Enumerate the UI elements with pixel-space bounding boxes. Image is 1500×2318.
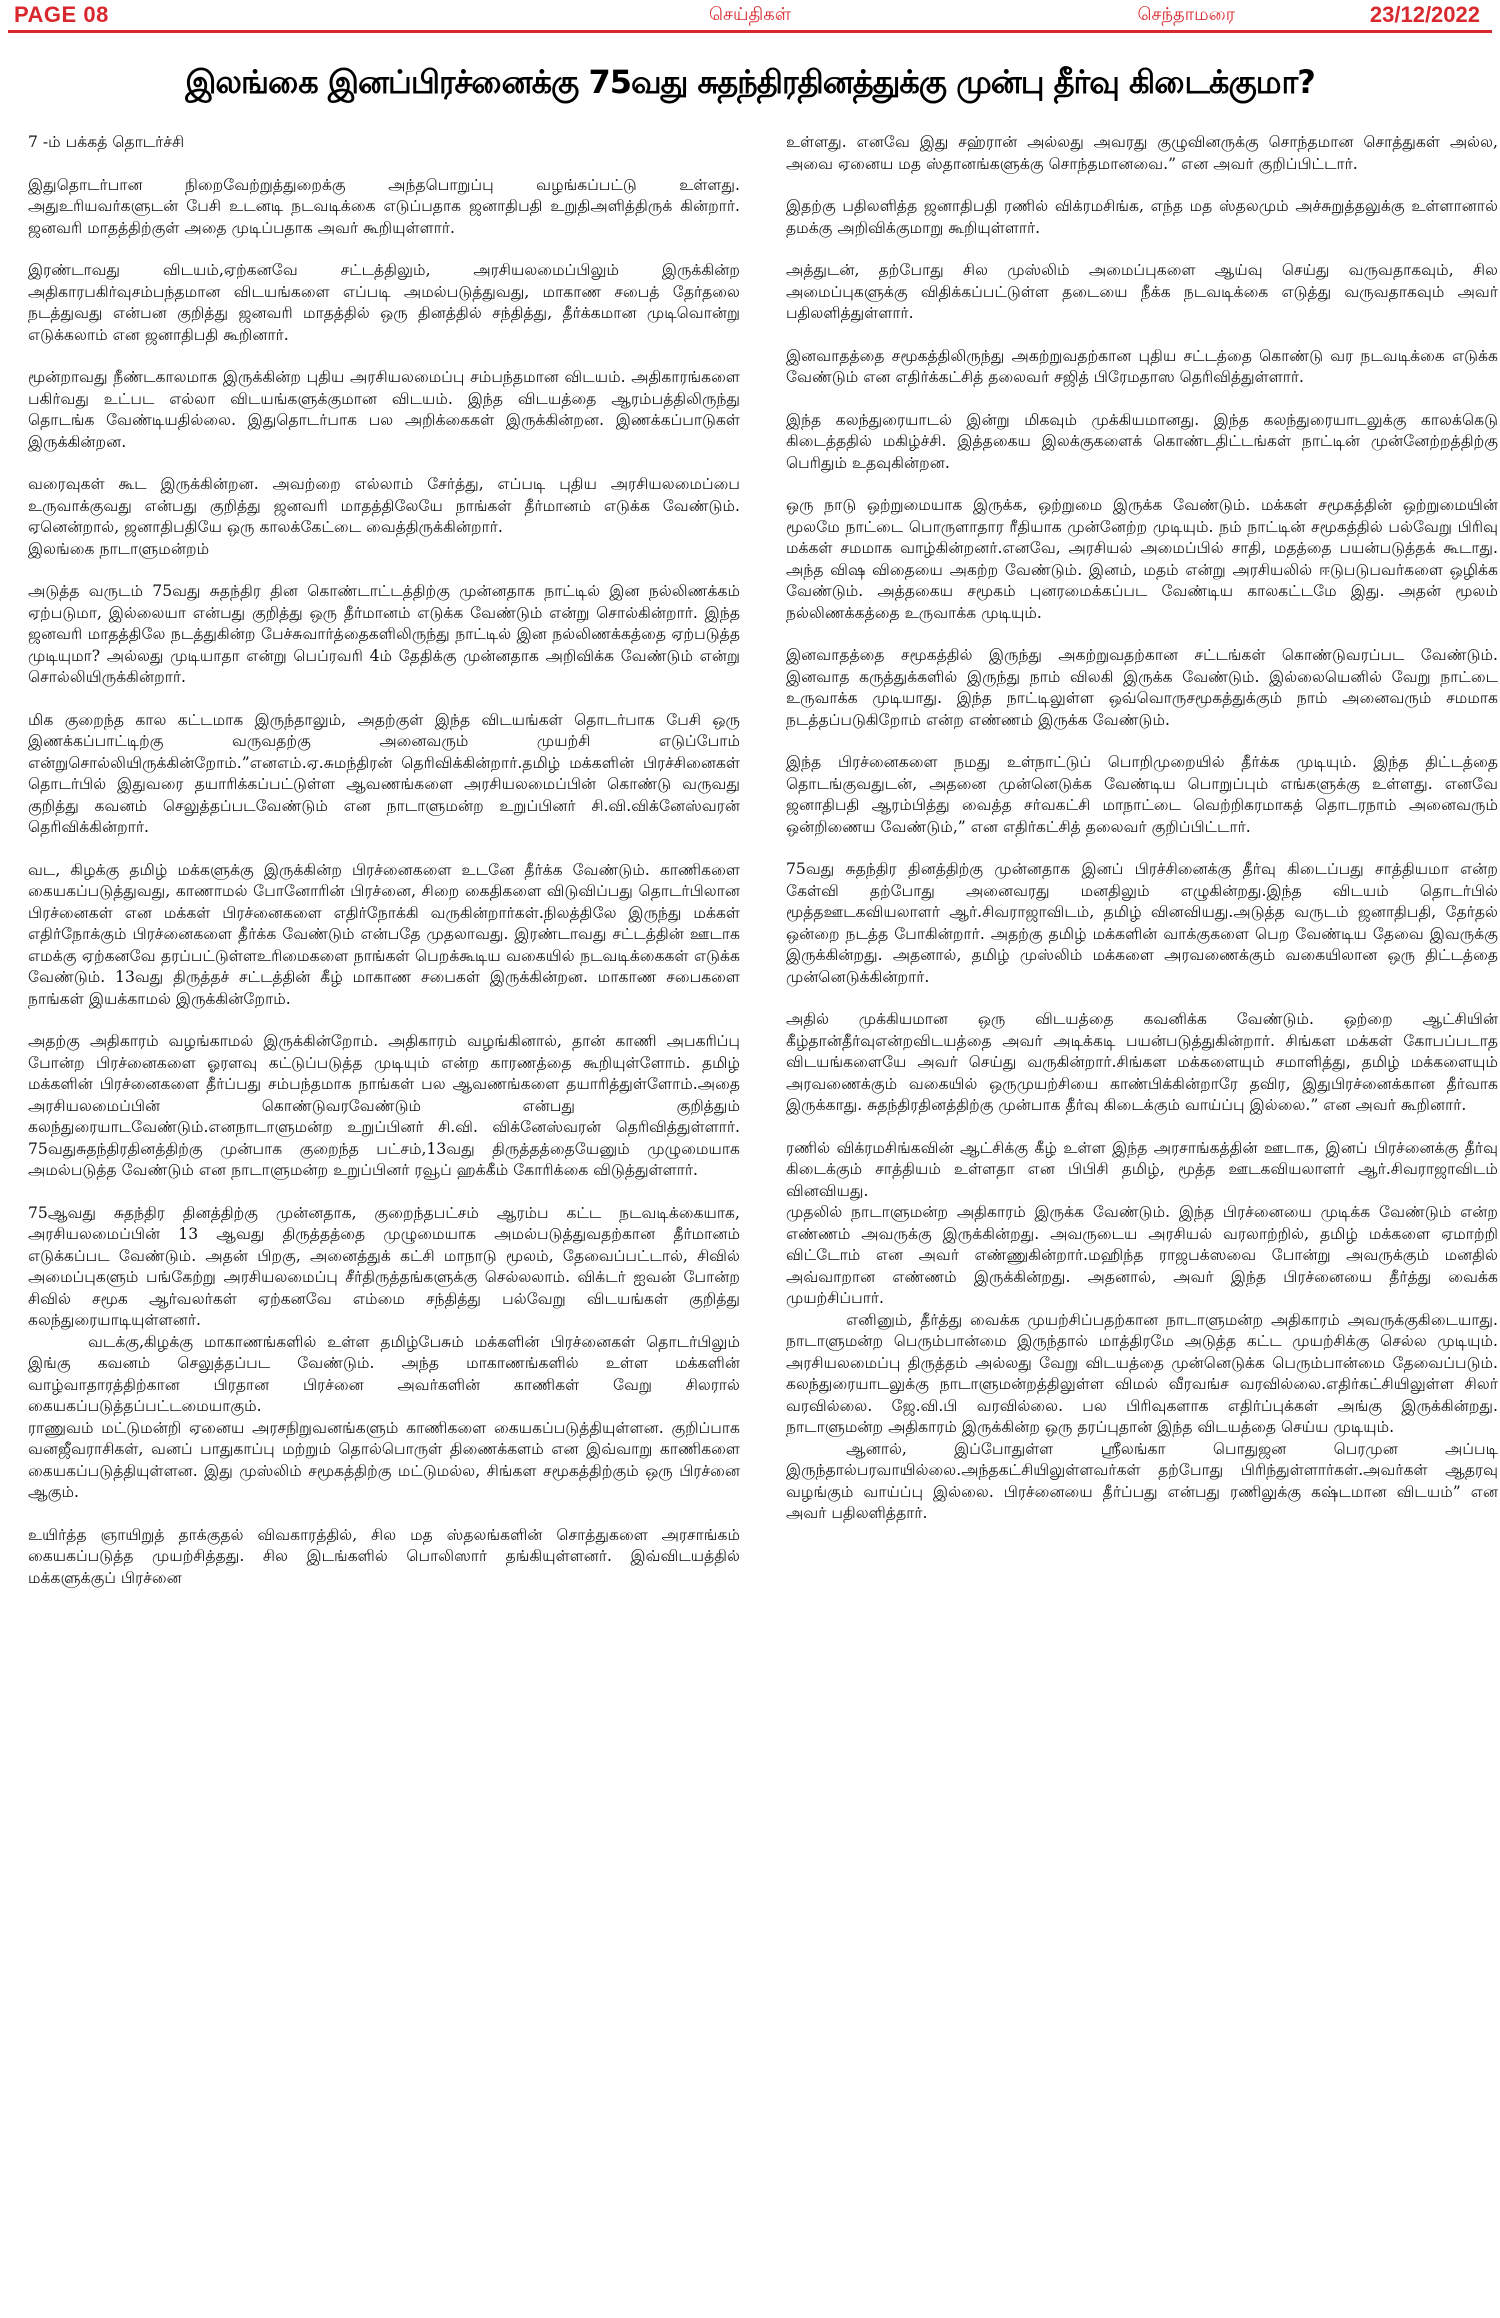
paragraph: வரைவுகள் கூட இருக்கின்றன. அவற்றை எல்லாம் சேர்த்து, எப்படி புதிய அரசியலமைப்பை உருவாக்குவது என்பது குறித்து ஜனவரி மாதத்திலேயே நாங்கள் தீர்மானம் எடுக்க வேண்டும். ஏனென்றால், ஜனாதிபதியே ஒரு காலக்கேட்டை வைத்திருக்கின்றார். <box>28 475 740 536</box>
paragraph: ஒரு நாடு ஒற்றுமையாக இருக்க, ஒற்றுமை இருக்க வேண்டும். மக்கள் சமூகத்தின் ஒற்றுமையின் மூலமே நாட்டை பொருளாதார ரீதியாக முன்னேற்ற முடியும். நம் நாட்டின் சமூகத்தில் பல்வேறு பிரிவு மக்கள் சமமாக வாழ்கின்றனர்.எனவே, அரசியல் அமைப்பில் சாதி, மதத்தை பயன்படுத்தக் கூடாது. அந்த விஷ விதையை அகற்ற வேண்டும். இனம், மதம் என்று அரசியலில் ஈடுபடுபவர்களை ஒழிக்க வேண்டும். அத்தகைய சமூகம் புனரமைக்கப்பட வேண்டிய காலகட்டமே இது. அதன் மூலம் நல்லிணக்கத்தை உருவாக்க முடியும். <box>786 496 1498 622</box>
paragraph: இரண்டாவது விடயம்,ஏற்கனவே சட்டத்திலும், அரசியலமைப்பிலும் இருக்கின்ற அதிகாரபகிர்வுசம்பந்தமான விடயங்களை எப்படி அமல்படுத்துவது, மாகாண சபைத் தேர்தலை நடத்துவது என்பன குறித்து ஜனவரி மாதத்தில் ஒரு தினத்தில் சந்தித்து, தீர்க்கமான முடிவொன்று எடுக்கலாம் என ஜனாதிபதி கூறினார். <box>28 261 740 344</box>
paragraph: மூன்றாவது நீண்டகாலமாக இருக்கின்ற புதிய அரசியலமைப்பு சம்பந்தமான விடயம். அதிகாரங்களை பகிர்வது உட்பட எல்லா விடயங்களுக்குமான விடயம். இந்த விடயத்தை ஆரம்பத்திலிருந்து தொடங்க வேண்டியதில்லை. இதுதொடர்பாக பல அறிக்கைகள் இருக்கின்றன. இணக்கப்பாடுகள் இருக்கின்றன. <box>28 368 740 451</box>
article-headline: இலங்கை இனப்பிரச்னைக்கு 75வது சுதந்திரதினத்துக்கு முன்பு தீர்வு கிடைக்குமா? <box>185 63 1315 102</box>
header-divider <box>8 30 1492 33</box>
paragraph: ஆனால், இப்போதுள்ள ஸ்ரீலங்கா பொதுஜன பெரமுன அப்படி இருந்தால்பரவாயில்லை.அந்தகட்சியிலுள்ளவர்கள் தற்போது பிரிந்துள்ளார்கள்.அவர்கள் ஆதரவு வழங்கும் வாய்ப்பு இல்லை. பிரச்னையை தீர்ப்பது என்பது ரணிலுக்கு கஷ்டமான விடயம்” என அவர் பதிலளித்தார். <box>786 1439 1498 1522</box>
page-number: PAGE 08 <box>14 2 109 27</box>
continuation-note: 7 -ம் பக்கத் தொடர்ச்சி <box>28 133 185 151</box>
paragraph: 75ஆவது சுதந்திர தினத்திற்கு முன்னதாக, குறைந்தபட்சம் ஆரம்ப கட்ட நடவடிக்கையாக, அரசியலமைப்பின் 13 ஆவது திருத்தத்தை முழுமையாக அமல்படுத்துவதற்கான தீர்மானம் எடுக்கப்பட வேண்டும். அதன் பிறகு, அனைத்துக் கட்சி மாநாடு மூலம், தேவைப்பட்டால், சிவில் அமைப்புகளும் பங்கேற்று அரசியலமைப்பு சீர்திருத்தங்களுக்கு செல்லலாம். விக்டர் ஐவன் போன்ற சிவில் சமூக ஆர்வலர்கள் ஏற்கனவே எம்மை சந்தித்து பல்வேறு விடயங்கள் குறித்து கலந்துரையாடியுள்ளனர். <box>28 1203 740 1329</box>
paragraph: வடக்கு,கிழக்கு மாகாணங்களில் உள்ள தமிழ்பேசும் மக்களின் பிரச்னைகள் தொடர்பிலும் இங்கு கவனம் செலுத்தப்பட வேண்டும். அந்த மாகாணங்களில் உள்ள மக்களின் வாழ்வாதாரத்திற்கான பிரதான பிரச்னை அவர்களின் காணிகள் வேறு சிலரால் கையகப்படுத்தப்பட்டமையாகும். <box>28 1332 740 1415</box>
paragraph: ராணுவம் மட்டுமன்றி ஏனைய அரசநிறுவனங்களும் காணிகளை கையகப்படுத்தியுள்ளன. குறிப்பாக வனஜீவராசிகள், வனப் பாதுகாப்பு மற்றும் தொல்பொருள் திணைக்களம் என இவ்வாறு காணிகளை கையகப்படுத்தியுள்ளன. இது முஸ்லிம் சமூகத்திற்கு மட்டுமல்ல, சிங்கள சமூகத்திற்கும் ஒரு பிரச்னை ஆகும். <box>28 1418 740 1501</box>
paragraph: உயிர்த்த ஞாயிறுத் தாக்குதல் விவகாரத்தில், சில மத ஸ்தலங்களின் சொத்துகளை அரசாங்கம் கையகப்படுத்த முயற்சித்தது. சில இடங்களில் பொலிஸார் தங்கியுள்ளனர். இவ்விடயத்தில் மக்களுக்குப் பிரச்னை <box>28 1525 740 1587</box>
paragraph: இனவாதத்தை சமூகத்தில் இருந்து அகற்றுவதற்கான சட்டங்கள் கொண்டுவரப்பட வேண்டும். இனவாத கருத்துக்களில் இருந்து நாம் விலகி இருக்க வேண்டும். இல்லையெனில் வேறு நாட்டை உருவாக்க முடியாது. இந்த நாட்டிலுள்ள ஒவ்வொருசமூகத்துக்கும் நாம் அனைவரும் சமமாக நடத்தப்படுகிறோம் என்ற எண்ணம் இருக்க வேண்டும். <box>786 646 1498 729</box>
paragraph: அதில் முக்கியமான ஒரு விடயத்தை கவனிக்க வேண்டும். ஒற்றை ஆட்சியின் கீழ்தான்தீர்வுஎன்றவிடயத்தை அவர் அடிக்கடி பயன்படுத்துகின்றார். சிங்கள மக்கள் கோபப்படாத விடயங்களையே அவர் செய்து வருகின்றார்.சிங்கள மக்களையும் சமாளித்து, தமிழ் மக்களையும் அரவணைக்கும் வகையில் ஒருமுயற்சியை காண்பிக்கின்றாரே தவிர, இதுபிரச்னைக்கான தீர்வாக இருக்காது. சுதந்திரதினத்திற்கு முன்பாக தீர்வு கிடைக்கும் வாய்ப்பு இல்லை.” என அவர் கூறினார். <box>786 1010 1498 1114</box>
paragraph: இந்த பிரச்னைகளை நமது உள்நாட்டுப் பொறிமுறையில் தீர்க்க முடியும். இந்த திட்டத்தை தொடங்குவதுடன், அதனை முன்னெடுக்க வேண்டிய பொறுப்பும் எங்களுக்கு உள்ளது. எனவே ஜனாதிபதி ஆரம்பித்து வைத்த சர்வகட்சி மாநாட்டை வெற்றிகரமாகத் தொடரநாம் அனைவரும் ஒன்றிணைய வேண்டும்,” என எதிர்கட்சித் தலைவர் குறிப்பிட்டார். <box>786 753 1498 836</box>
paragraph: அடுத்த வருடம் 75வது சுதந்திர தின கொண்டாட்டத்திற்கு முன்னதாக நாட்டில் இன நல்லிணக்கம் ஏற்படுமா, இல்லையா என்பது குறித்து ஒரு தீர்மானம் எடுக்க வேண்டும் என்று சொல்கின்றார். இந்த ஜனவரி மாதத்திலே நடத்துகின்ற பேச்சுவார்த்தைகளிலிருந்து நாட்டில் இன நல்லிணக்கத்தை ஏற்படுத்த முடியுமா? அல்லது முடியாதா என்று பெப்ரவரி 4ம் தேதிக்கு முன்னதாக அறிவிக்க வேண்டும் என்று சொல்லியிருக்கின்றார். <box>28 582 740 686</box>
paragraph: வட, கிழக்கு தமிழ் மக்களுக்கு இருக்கின்ற பிரச்னைகளை உடனே தீர்க்க வேண்டும். காணிகளை கையகப்படுத்துவது, காணாமல் போனோரின் பிரச்னை, சிறை கைதிகளை விடுவிப்பது தொடர்பிலான பிரச்னைகள் என மக்கள் பிரச்னைகளை எதிர்நோக்கி வருகின்றார்கள்.நிலத்திலே இருந்து மக்கள் எதிர்நோக்கும் பிரச்னைகளை தீர்க்க வேண்டும் என்பதே முதலாவது. இரண்டாவது சட்டத்தின் ஊடாக எமக்கு ஏற்கனவே தரப்பட்டுள்ளஉரிமைகளை நாங்கள் பெறக்கூடிய வகையில் நடவடிக்கைகள் எடுக்க வேண்டும். 13வது திருத்தச் சட்டத்தின் கீழ் மாகாண சபைகள் இருக்கின்றன. மாகாண சபைகளை நாங்கள் இயக்காமல் இருக்கின்றோம். <box>28 860 740 1008</box>
paragraph: இதுதொடர்பான நிறைவேற்றுத்துறைக்கு அந்தபொறுப்பு வழங்கப்பட்டு உள்ளது. அதுஉரியவர்களுடன் பேசி உடனடி நடவடிக்கை எடுப்பதாக ஜனாதிபதி உறுதிஅளித்திருக் கின்றார். ஜனவரி மாதத்திற்குள் அதை முடிப்பதாக அவர் கூறியுள்ளார். <box>28 175 740 237</box>
subheading: இலங்கை நாடாளுமன்றம் <box>28 539 210 558</box>
paragraph: 75வது சுதந்திர தினத்திற்கு முன்னதாக இனப் பிரச்சினைக்கு தீர்வு கிடைப்பது சாத்தியமா என்ற கேள்வி தற்போது அனைவரது மனதிலும் எழுகின்றது.இந்த விடயம் தொடர்பில் மூத்தஊடகவியலாளர் ஆர்.சிவராஜாவிடம், தமிழ் வினவியது.அடுத்த வருடம் ஜனாதிபதி, தேர்தல் ஒன்றை நடத்த போகின்றார். அதற்கு தமிழ் மக்களின் வாக்குகளை பெற வேண்டிய தேவை இவருக்கு இருக்கின்றது. அதனால், தமிழ் முஸ்லிம் மக்களை அரவணைக்கும் வகையிலான ஒரு திட்டத்தை முன்னெடுக்கின்றார். <box>786 860 1498 986</box>
paragraph: மிக குறைந்த கால கட்டமாக இருந்தாலும், அதற்குள் இந்த விடயங்கள் தொடர்பாக பேசி ஒரு இணக்கப்பாட்டிற்கு வருவதற்கு அனைவரும் முயற்சி எடுப்போம் என்றுசொல்லியிருக்கின்றோம்.”எனஎம்.ஏ.சுமந்திரன் தெரிவிக்கின்றார்.தமிழ் மக்களின் பிரச்சினைகள் தொடர்பில் இதுவரை தயாரிக்கப்பட்டுள்ள ஆவணங்களை அரசியலமைப்பின் கொண்டு வருவது குறித்து கவனம் செலுத்தப்படவேண்டும் என நாடாளுமன்ற உறுப்பினர் சி.வி.விக்னேஸ்வரன் தெரிவிக்கின்றார். <box>28 710 740 836</box>
paragraph: இதற்கு பதிலளித்த ஜனாதிபதி ரணில் விக்ரமசிங்க, எந்த மத ஸ்தலமும் அச்சுறுத்தலுக்கு உள்ளானால் தமக்கு அறிவிக்குமாறு கூறியுள்ளார். <box>786 197 1498 237</box>
paragraph: உள்ளது. எனவே இது சஹ்ரான் அல்லது அவரது குழுவினருக்கு சொந்தமான சொத்துகள் அல்ல, அவை ஏனைய மத ஸ்தானங்களுக்கு சொந்தமானவை.” என அவர் குறிப்பிட்டார். <box>786 133 1498 173</box>
paragraph: இந்த கலந்துரையாடல் இன்று மிகவும் முக்கியமானது. இந்த கலந்துரையாடலுக்கு காலக்கெடு கிடைத்ததில் மகிழ்ச்சி. இத்தகைய இலக்குகளைக் கொண்டதிட்டங்கள் நாட்டின் முன்னேற்றத்திற்கு பெரிதும் உதவுகின்றன. <box>786 410 1498 472</box>
paragraph: எனினும், தீர்த்து வைக்க முயற்சிப்பதற்கான நாடாளுமன்ற அதிகாரம் அவருக்குகிடையாது. நாடாளுமன்ற பெரும்பான்மை இருந்தால் மாத்திரமே அடுத்த கட்ட முயற்சிக்கு செல்ல முடியும். அரசியலமைப்பு திருத்தம் அல்லது வேறு விடயத்தை முன்னெடுக்க பெரும்பான்மை தேவைப்படும். கலந்துரையாடலுக்கு நாடாளுமன்றத்திலுள்ள விமல் வீரவங்ச வரவில்லை.எதிர்கட்சியிலுள்ள சிலர் வரவில்லை. ஜே.வி.பி வரவில்லை. பல பிரிவுகளாக எதிர்ப்புக்கள் அங்கு இருக்கின்றது. நாடாளுமன்ற அதிகாரம் இருக்கின்ற ஒரு தரப்புதான் இந்த விடயத்தை செய்ய முடியும். <box>786 1310 1498 1436</box>
article-column-right <box>786 132 1498 2312</box>
issue-date: 23/12/2022 <box>1369 2 1480 27</box>
paragraph: அத்துடன், தற்போது சில முஸ்லிம் அமைப்புகளை ஆய்வு செய்து வருவதாகவும், சில அமைப்புகளுக்கு விதிக்கப்பட்டுள்ள தடையை நீக்க நடவடிக்கை எடுத்து வருவதாகவும் அவர் பதிலளித்துள்ளார். <box>786 261 1498 322</box>
paragraph: ரணில் விக்ரமசிங்கவின் ஆட்சிக்கு கீழ் உள்ள இந்த அரசாங்கத்தின் ஊடாக, இனப் பிரச்னைக்கு தீர்வு கிடைக்கும் சாத்தியம் உள்ளதா என பிபிசி தமிழ், மூத்த ஊடகவியலாளர் ஆர்.சிவராஜாவிடம் வினவியது. <box>786 1138 1498 1200</box>
newspaper-name: செந்தாமரை <box>1137 4 1235 25</box>
paragraph: இனவாதத்தை சமூகத்திலிருந்து அகற்றுவதற்கான புதிய சட்டத்தை கொண்டு வர நடவடிக்கை எடுக்க வேண்டும் என எதிர்க்கட்சித் தலைவர் சஜித் பிரேமதாஸ தெரிவித்துள்ளார். <box>786 346 1498 386</box>
section-name: செய்திகள் <box>709 4 791 25</box>
page-header <box>0 0 1500 26</box>
paragraph: அதற்கு அதிகாரம் வழங்காமல் இருக்கின்றோம். அதிகாரம் வழங்கினால், தான் காணி அபகரிப்பு போன்ற பிரச்னைகளை ஓரளவு கட்டுப்படுத்த முடியும் என்ற காரணத்தை கூறியுள்ளோம். தமிழ் மக்களின் பிரச்னைகளை தீர்ப்பது சம்பந்தமாக நாங்கள் பல ஆவணங்களை தயாரித்துள்ளோம்.அதை அரசியலமைப்பின் கொண்டுவரவேண்டும் என்பது குறித்தும் கலந்துரையாடவேண்டும்.எனநாடாளுமன்ற உறுப்பினர் சி.வி. விக்னேஸ்வரன் தெரிவித்துள்ளார். 75வதுசுதந்திரதினத்திற்கு முன்பாக குறைந்த பட்சம்,13வது திருத்தத்தையேனும் முழுமையாக அமல்படுத்த வேண்டும் என நாடாளுமன்ற உறுப்பினர் ரவூப் ஹக்கீம் கோரிக்கை விடுத்துள்ளார். <box>28 1032 740 1179</box>
paragraph: முதலில் நாடாளுமன்ற அதிகாரம் இருக்க வேண்டும். இந்த பிரச்னையை முடிக்க வேண்டும் என்ற எண்ணம் அவருக்கு இருக்கின்றது. அவருடைய அரசியல் வரலாற்றில், தமிழ் மக்களை ஏமாற்றி விட்டோம் என அவர் எண்ணுகின்றார்.மஹிந்த ராஜபக்ஸவை போன்று அவருக்கும் மனதில் அவ்வாறான எண்ணம் இருக்கின்றது. அதனால், அவர் இந்த பிரச்னையை தீர்த்து வைக்க முயற்சிப்பார். <box>786 1203 1498 1307</box>
article-column-left <box>28 132 740 2312</box>
